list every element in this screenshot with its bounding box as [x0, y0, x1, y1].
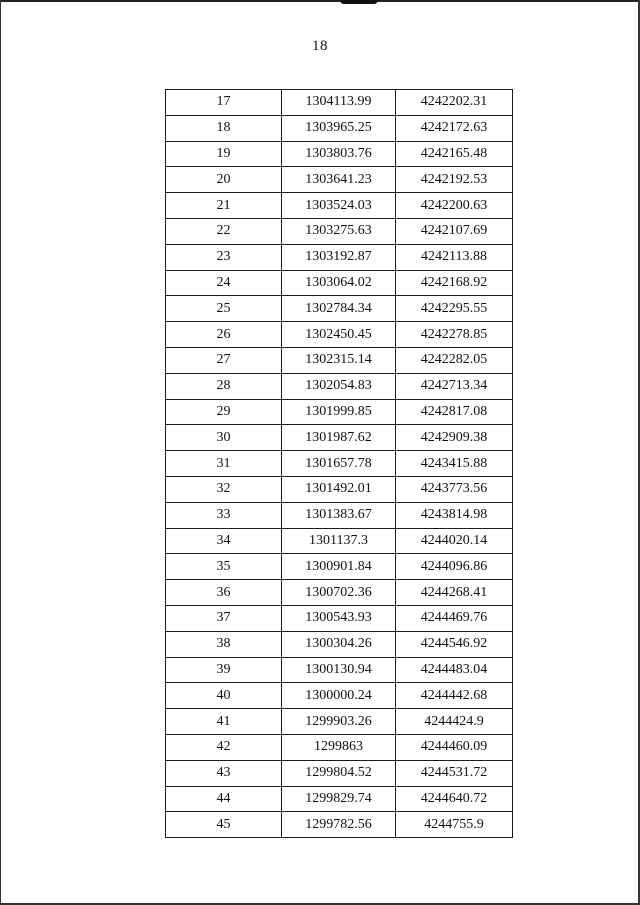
y-coordinate-cell: 4242200.63 — [396, 193, 513, 219]
x-coordinate-cell: 1303641.23 — [282, 167, 396, 193]
point-number-cell: 28 — [166, 373, 282, 399]
point-number-cell: 31 — [166, 451, 282, 477]
x-coordinate-cell: 1301987.62 — [282, 425, 396, 451]
point-number-cell: 43 — [166, 760, 282, 786]
point-number-cell: 25 — [166, 296, 282, 322]
x-coordinate-cell: 1300543.93 — [282, 605, 396, 631]
coordinates-table-body — [166, 90, 513, 838]
table-row — [166, 270, 513, 296]
y-coordinate-cell: 4244268.41 — [396, 580, 513, 606]
x-coordinate-cell: 1302450.45 — [282, 322, 396, 348]
table-row — [166, 425, 513, 451]
y-coordinate-cell: 4244755.9 — [396, 812, 513, 838]
y-coordinate-cell: 4244020.14 — [396, 528, 513, 554]
table-row — [166, 141, 513, 167]
table-row — [166, 347, 513, 373]
x-coordinate-cell: 1299829.74 — [282, 786, 396, 812]
point-number-cell: 33 — [166, 502, 282, 528]
x-coordinate-cell: 1299804.52 — [282, 760, 396, 786]
y-coordinate-cell: 4242165.48 — [396, 141, 513, 167]
table-row — [166, 528, 513, 554]
point-number-cell: 38 — [166, 631, 282, 657]
table-row — [166, 554, 513, 580]
y-coordinate-cell: 4244546.92 — [396, 631, 513, 657]
table-row — [166, 709, 513, 735]
x-coordinate-cell: 1301137.3 — [282, 528, 396, 554]
table-row — [166, 373, 513, 399]
y-coordinate-cell: 4242295.55 — [396, 296, 513, 322]
scan-border-left — [0, 0, 1, 905]
table-row — [166, 657, 513, 683]
table-row — [166, 115, 513, 141]
x-coordinate-cell: 1300304.26 — [282, 631, 396, 657]
table-row — [166, 322, 513, 348]
table-row — [166, 812, 513, 838]
y-coordinate-cell: 4242192.53 — [396, 167, 513, 193]
y-coordinate-cell: 4242107.69 — [396, 218, 513, 244]
table-row — [166, 605, 513, 631]
y-coordinate-cell: 4243773.56 — [396, 476, 513, 502]
y-coordinate-cell: 4242113.88 — [396, 244, 513, 270]
point-number-cell: 39 — [166, 657, 282, 683]
y-coordinate-cell: 4244531.72 — [396, 760, 513, 786]
x-coordinate-cell: 1300000.24 — [282, 683, 396, 709]
point-number-cell: 45 — [166, 812, 282, 838]
table-row — [166, 218, 513, 244]
y-coordinate-cell: 4244424.9 — [396, 709, 513, 735]
x-coordinate-cell: 1303064.02 — [282, 270, 396, 296]
point-number-cell: 24 — [166, 270, 282, 296]
y-coordinate-cell: 4242909.38 — [396, 425, 513, 451]
y-coordinate-cell: 4242202.31 — [396, 90, 513, 116]
y-coordinate-cell: 4242278.85 — [396, 322, 513, 348]
y-coordinate-cell: 4243814.98 — [396, 502, 513, 528]
table-row — [166, 476, 513, 502]
point-number-cell: 30 — [166, 425, 282, 451]
x-coordinate-cell: 1303965.25 — [282, 115, 396, 141]
x-coordinate-cell: 1304113.99 — [282, 90, 396, 116]
x-coordinate-cell: 1300130.94 — [282, 657, 396, 683]
point-number-cell: 18 — [166, 115, 282, 141]
x-coordinate-cell: 1299863 — [282, 734, 396, 760]
x-coordinate-cell: 1303192.87 — [282, 244, 396, 270]
x-coordinate-cell: 1300702.36 — [282, 580, 396, 606]
point-number-cell: 34 — [166, 528, 282, 554]
x-coordinate-cell: 1301492.01 — [282, 476, 396, 502]
x-coordinate-cell: 1302315.14 — [282, 347, 396, 373]
point-number-cell: 22 — [166, 218, 282, 244]
point-number-cell: 40 — [166, 683, 282, 709]
point-number-cell: 35 — [166, 554, 282, 580]
point-number-cell: 17 — [166, 90, 282, 116]
y-coordinate-cell: 4244096.86 — [396, 554, 513, 580]
point-number-cell: 27 — [166, 347, 282, 373]
table-row — [166, 193, 513, 219]
scan-mark — [340, 0, 378, 4]
point-number-cell: 37 — [166, 605, 282, 631]
x-coordinate-cell: 1303275.63 — [282, 218, 396, 244]
point-number-cell: 29 — [166, 399, 282, 425]
table-row — [166, 786, 513, 812]
y-coordinate-cell: 4242172.63 — [396, 115, 513, 141]
table-row — [166, 167, 513, 193]
point-number-cell: 26 — [166, 322, 282, 348]
table-row — [166, 244, 513, 270]
x-coordinate-cell: 1302784.34 — [282, 296, 396, 322]
x-coordinate-cell: 1301657.78 — [282, 451, 396, 477]
x-coordinate-cell: 1299782.56 — [282, 812, 396, 838]
table-row — [166, 760, 513, 786]
point-number-cell: 23 — [166, 244, 282, 270]
y-coordinate-cell: 4244640.72 — [396, 786, 513, 812]
y-coordinate-cell: 4244442.68 — [396, 683, 513, 709]
x-coordinate-cell: 1303803.76 — [282, 141, 396, 167]
point-number-cell: 19 — [166, 141, 282, 167]
point-number-cell: 44 — [166, 786, 282, 812]
x-coordinate-cell: 1301383.67 — [282, 502, 396, 528]
y-coordinate-cell: 4243415.88 — [396, 451, 513, 477]
point-number-cell: 20 — [166, 167, 282, 193]
point-number-cell: 32 — [166, 476, 282, 502]
y-coordinate-cell: 4244460.09 — [396, 734, 513, 760]
table-row — [166, 399, 513, 425]
page-number: 18 — [312, 38, 328, 54]
scan-border-top — [0, 0, 640, 2]
x-coordinate-cell: 1299903.26 — [282, 709, 396, 735]
y-coordinate-cell: 4242282.05 — [396, 347, 513, 373]
point-number-cell: 36 — [166, 580, 282, 606]
x-coordinate-cell: 1300901.84 — [282, 554, 396, 580]
y-coordinate-cell: 4244469.76 — [396, 605, 513, 631]
x-coordinate-cell: 1301999.85 — [282, 399, 396, 425]
y-coordinate-cell: 4244483.04 — [396, 657, 513, 683]
table-row — [166, 683, 513, 709]
point-number-cell: 42 — [166, 734, 282, 760]
y-coordinate-cell: 4242168.92 — [396, 270, 513, 296]
point-number-cell: 21 — [166, 193, 282, 219]
y-coordinate-cell: 4242817.08 — [396, 399, 513, 425]
table-row — [166, 296, 513, 322]
table-row — [166, 451, 513, 477]
coordinates-table — [165, 89, 513, 838]
table-row — [166, 580, 513, 606]
table-row — [166, 90, 513, 116]
table-row — [166, 734, 513, 760]
table-row — [166, 631, 513, 657]
point-number-cell: 41 — [166, 709, 282, 735]
x-coordinate-cell: 1302054.83 — [282, 373, 396, 399]
table-row — [166, 502, 513, 528]
y-coordinate-cell: 4242713.34 — [396, 373, 513, 399]
x-coordinate-cell: 1303524.03 — [282, 193, 396, 219]
